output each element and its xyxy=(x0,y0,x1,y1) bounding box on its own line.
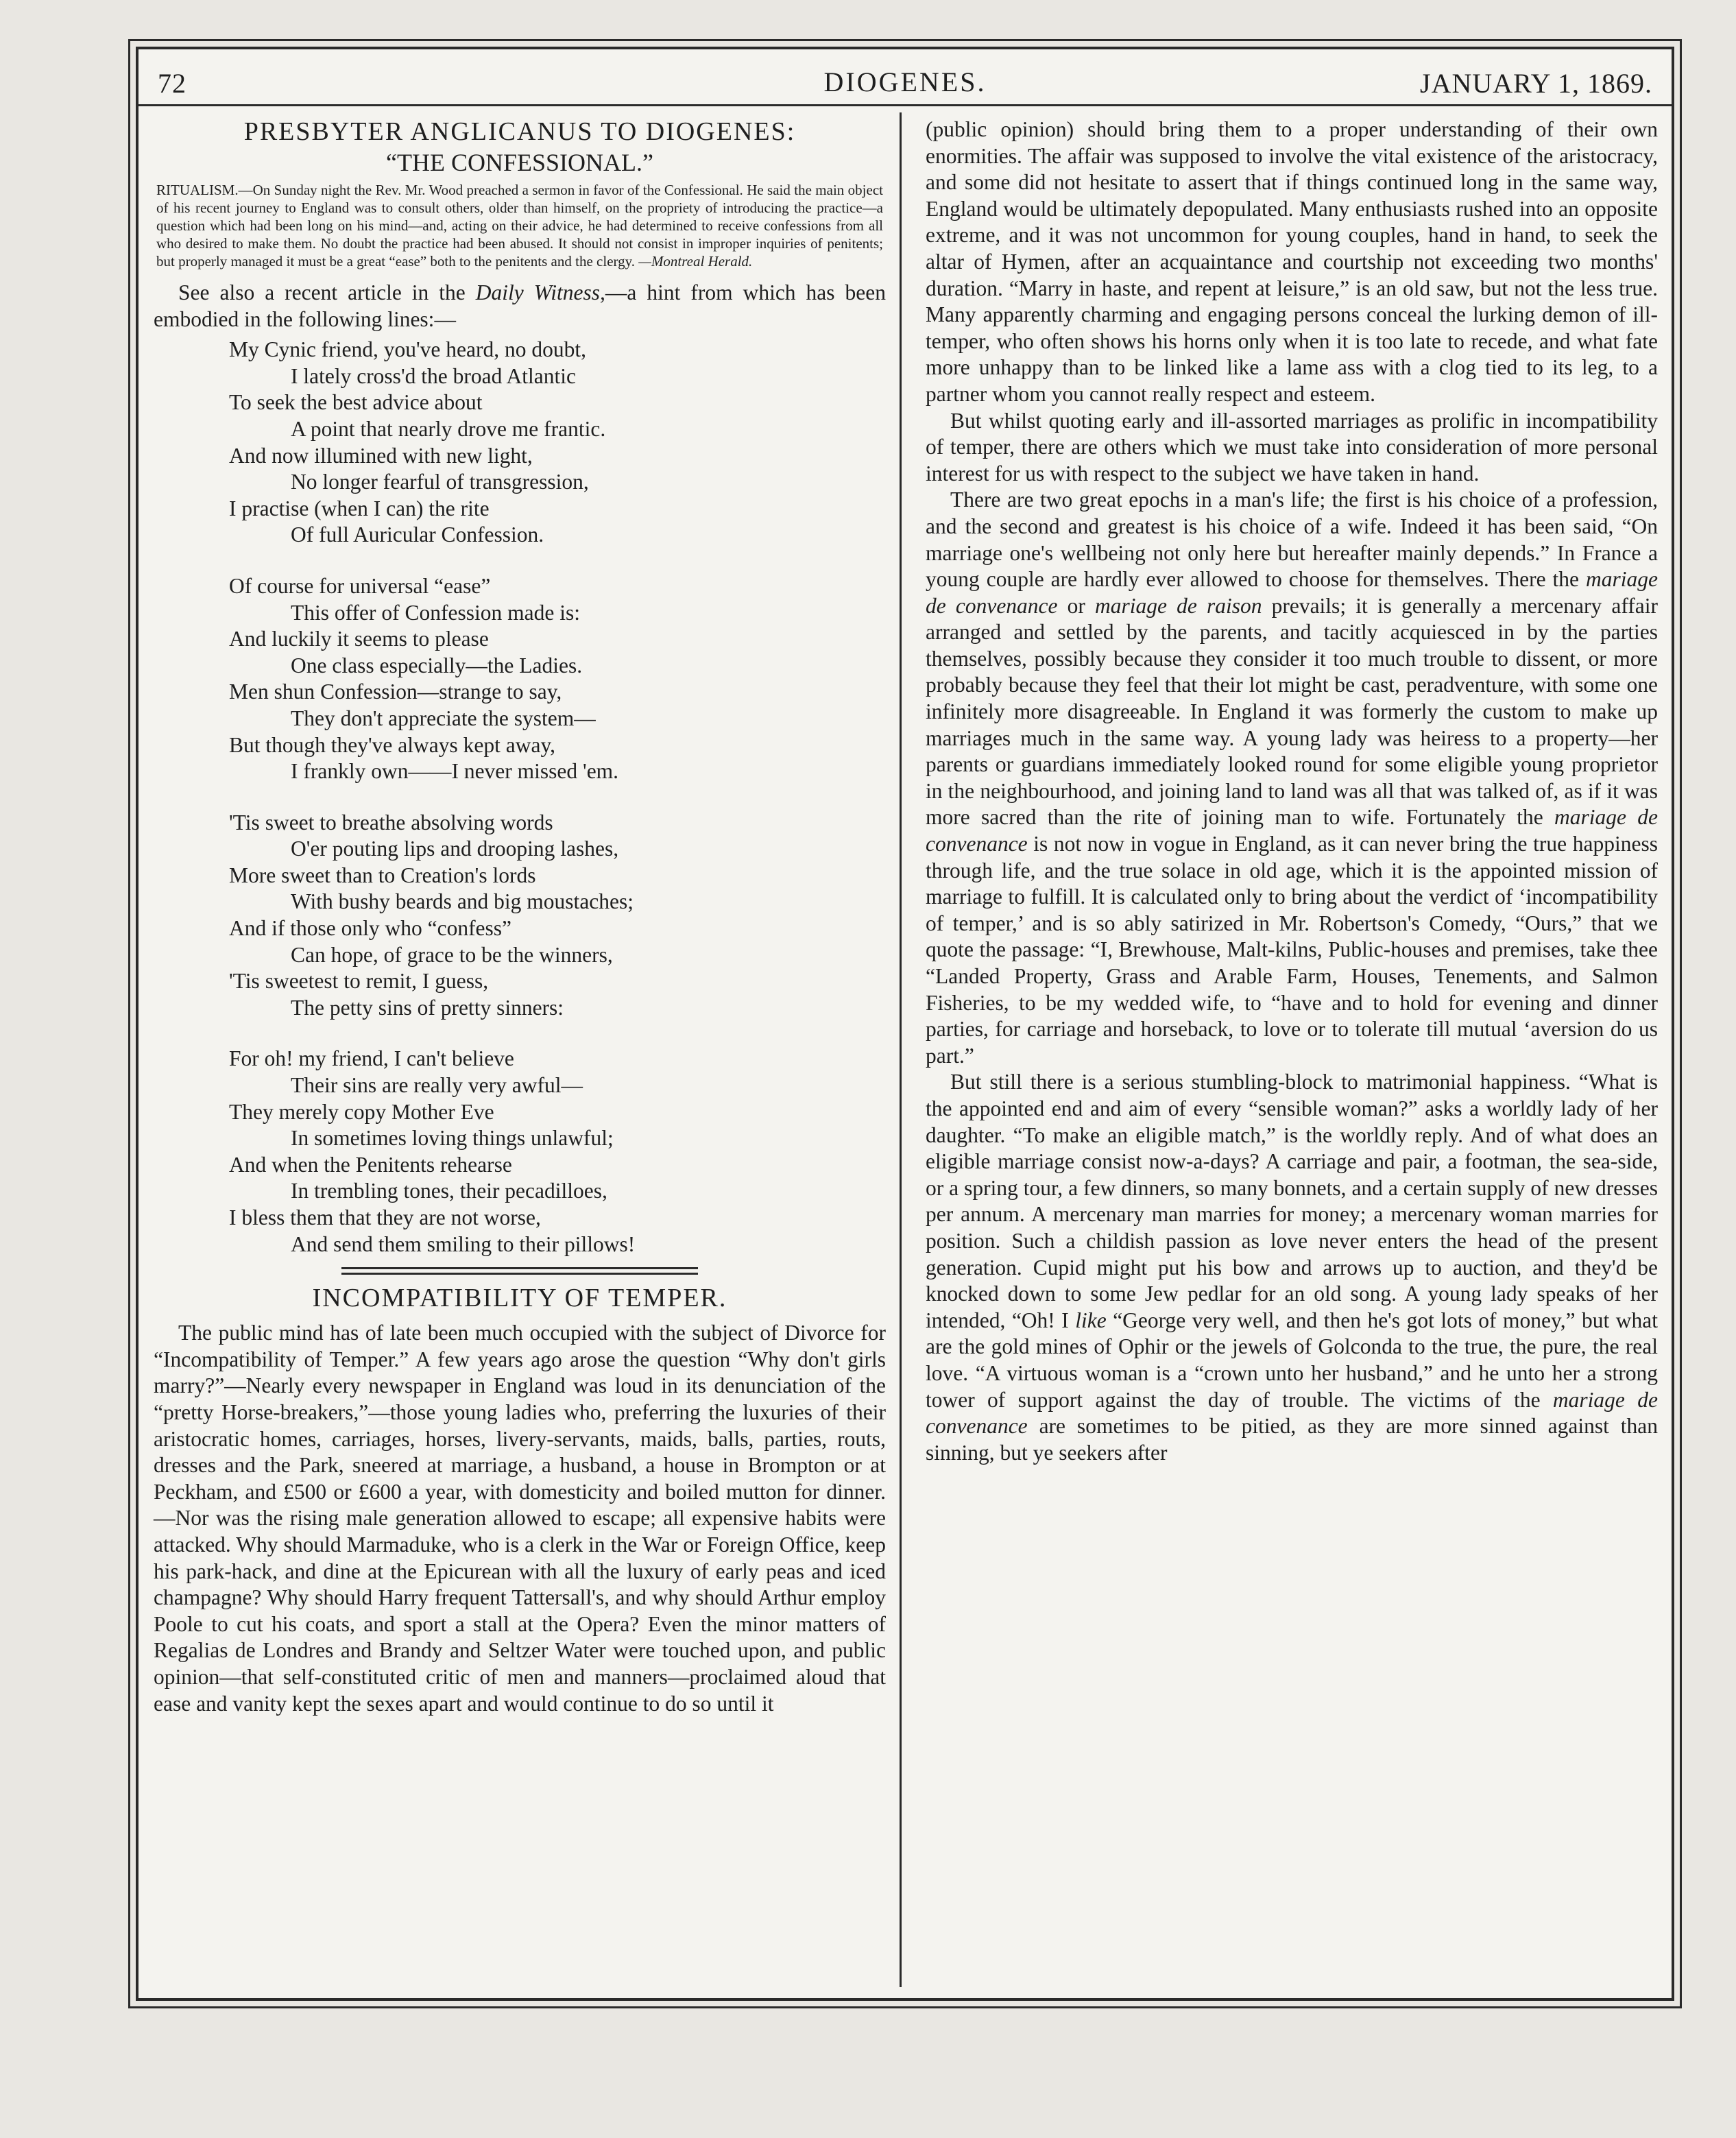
text-run: or xyxy=(1057,593,1095,618)
paragraph: But whilst quoting early and ill-assorted marriages as prolific in incompatibility of temper, there are others which we must take into consideration of more personal interest for us with respect to the subject we have taken in hand. xyxy=(926,408,1658,485)
section-double-rule xyxy=(341,1267,698,1275)
running-head xyxy=(138,62,1672,106)
epigraph-body: —On Sunday night the Rev. Mr. Wood preached a sermon in favor of the Confessional. He said the main object of his recent journey to England was to consult others, older than himself, on the propriety of introducing the practice—a question which had been long on his mind—and, acting on their advice, he had determined to receive confessions from all who desired to make them. No doubt the practice had been abused. It should not consist in improper inquiries of penitents; but properly managed it must be a great “ease” both to the penitents and the clergy. xyxy=(156,182,883,269)
poem-line: A point that nearly drove me frantic. xyxy=(291,416,606,441)
italic-phrase: mariage de raison xyxy=(1095,593,1262,618)
poem-stanza xyxy=(229,337,886,549)
article-title-incompatibility: INCOMPATIBILITY OF TEMPER. xyxy=(312,1284,727,1313)
poem-line: And now illumined with new light, xyxy=(229,443,533,468)
poem-line: In sometimes loving things unlawful; xyxy=(291,1126,614,1151)
paragraph xyxy=(926,487,1658,1069)
intro-text-b: —a hint from which has been embodied in the following lines:— xyxy=(154,280,886,331)
poem-line: Their sins are really very awful— xyxy=(291,1073,583,1098)
italic-phrase: like xyxy=(1075,1308,1107,1332)
poem xyxy=(229,337,886,1258)
poem-line: More sweet than to Creation's lords xyxy=(229,863,536,887)
poem-line: 'Tis sweetest to remit, I guess, xyxy=(229,969,489,994)
poem-line: The petty sins of pretty sinners: xyxy=(291,995,564,1020)
poem-line: O'er pouting lips and drooping lashes, xyxy=(291,837,619,861)
text-run: There are two great epochs in a man's life; the first is his choice of a profession, and the second and greatest is his choice of a wife. Indeed it has been said, “On marriage one's wellbeing not only here but hereafter mainly depends.” In France a young couple are hardly ever allowed to choose for themselves. There the xyxy=(926,488,1658,592)
italic-phrase: mariage de convenance xyxy=(926,567,1658,618)
poem-line: And luckily it seems to please xyxy=(229,627,489,651)
poem-line: In trembling tones, their pecadilloes, xyxy=(291,1179,607,1203)
poem-line: Of full Auricular Confession. xyxy=(291,523,544,547)
poem-stanza xyxy=(229,1046,886,1258)
paragraph: The public mind has of late been much occupied with the subject of Divorce for “Incompatibility of Temper.” A few years ago arose the question “Why don't girls marry?”—Nearly every newspaper in England was loud in its denunciation of the “pretty Horse-breakers,”—those young ladies who, preferring the luxuries of their aristocratic homes, carriages, horses, livery-servants, maids, balls, parties, routs, dresses and the Park, sneered at marriage, a husband, a house in Brompton or at Peckham, and £500 or £600 a year, with domesticity and boiled mutton for dinner.—Nor was the rising male generation allowed to escape; all expensive habits were attacked. Why should Marmaduke, who is a clerk in the War or Foreign Office, keep his park-hack, and dine at the Epicurean with all the luxury of early peas and iced champagne? Why should Harry frequent Tattersall's, and why should Arthur employ Poole to cut his coats, and sport a stall at the Opera? Even the minor matters of Regalias de Londres and Brandy and Seltzer Water were touched upon, and public opinion—that self-constituted critic of men and manners—proclaimed aloud that ease and vanity kept the sexes apart and would continue to do so until it xyxy=(154,1321,886,1716)
poem-line: But though they've always kept away, xyxy=(229,732,556,757)
italic-phrase: mariage de convenance xyxy=(926,1387,1658,1439)
poem-line: No longer fearful of transgression, xyxy=(291,470,589,494)
right-column xyxy=(926,117,1658,1984)
poem-line: And when the Penitents rehearse xyxy=(229,1152,512,1177)
left-column xyxy=(154,117,886,1984)
poem-line: Of course for universal “ease” xyxy=(229,573,491,598)
poem-line: I frankly own——I never missed 'em. xyxy=(291,759,619,784)
article-body-left xyxy=(154,1320,886,1717)
intro-text-a: See also a recent article in the xyxy=(178,280,476,304)
text-run: prevails; it is generally a mercenary affair arranged and settled by the parents, and tacitly acquiesced in by the parties themselves, possibly because they consider it too much trouble to dissent, or more probably because they feel that their lot might be cast, peradventure, with some one infinitely more disagreeable. In England it was formerly the custom to make up marriages much in the same way. A young lady was heiress to a property—her parents or guardians immediately looked round for some eligible young proprietor in the neighbourhood, and joining land to land was all that was talked of, as if it was more sacred than the rite of joining man to wife. Fortunately the xyxy=(926,593,1658,830)
poem-line: They don't appreciate the system— xyxy=(291,706,596,730)
epigraph-lead: RITUALISM. xyxy=(156,182,239,198)
text-run: But still there is a serious stumbling-block to matrimonial happiness. “What is the appointed end and aim of every “sensible woman?” asks a worldly lady of her daughter. “To make an eligible match,” is the worldly reply. And of what does an eligible marriage consist now-a-days? A carriage and pair, a footman, the sea-side, or a spring tour, a few dinners, so many bonnets, and a certain supply of new dresses per annum. A mercenary man marries for money; a mercenary woman marries for position. Such a childish passion as love never enters the head of the present generation. Cupid might put his bow and arrows up to auction, and they'd be knocked down to some Jew pedlar for an old song. A young lady speaks of her intended, “Oh! I xyxy=(926,1070,1658,1332)
poem-stanza xyxy=(229,573,886,785)
text-run: “George very well, and then he's got lots of money,” but what are the gold mines of Ophir or the jewels of Golconda to the true, the pure, the real love. “A virtuous woman is a “crown unto her husband,” and he unto her a strong tower of support against the day of trouble. The victims of the xyxy=(926,1308,1658,1412)
newspaper-page xyxy=(136,47,1674,2001)
poem-line: And if those only who “confess” xyxy=(229,916,512,941)
page-number: 72 xyxy=(158,68,186,99)
paragraph xyxy=(926,1069,1658,1466)
poem-line: To seek the best advice about xyxy=(229,390,483,415)
poem-stanza xyxy=(229,810,886,1022)
poem-line: My Cynic friend, you've heard, no doubt, xyxy=(229,337,586,362)
epigraph xyxy=(156,181,883,270)
poem-line: I lately cross'd the broad Atlantic xyxy=(291,363,576,388)
poem-line: They merely copy Mother Eve xyxy=(229,1099,494,1124)
italic-phrase: mariage de convenance xyxy=(926,805,1658,856)
poem-line: One class especially—the Ladies. xyxy=(291,653,583,677)
poem-line: I practise (when I can) the rite xyxy=(229,496,490,520)
article-title-presbyter: PRESBYTER ANGLICANUS TO DIOGENES: xyxy=(243,117,796,146)
poem-line: 'Tis sweet to breathe absolving words xyxy=(229,810,553,834)
intro-paper-name: Daily Witness, xyxy=(475,280,605,304)
poem-intro xyxy=(154,280,886,333)
poem-line: For oh! my friend, I can't believe xyxy=(229,1046,514,1071)
poem-line: This offer of Confession made is: xyxy=(291,600,580,625)
poem-line: I bless them that they are not worse, xyxy=(229,1205,541,1229)
paragraph: (public opinion) should bring them to a proper understanding of their own enormities. The affair was supposed to involve the vital existence of the aristocracy, and some did not hesitate to assert that if things continued long in the same way, England would be ultimately depopulated. Many enthusiasts rushed into an opposite extreme, and it was not uncommon for young couples, hand in hand, to seek the altar of Hymen, after an acquaintance and courtship not exceeding two months' duration. “Marry in haste, and repent at leisure,” is an old saw, but not the less true. Many apparently charming and engaging persons conceal the lurking demon of ill-temper, who often shows his horns only when it is too late to recede, and what fate more unhappy than to be linked like a lame ass with a clog tied to its leg, to a partner whom you cannot really respect and esteem. xyxy=(926,117,1658,406)
masthead: DIOGENES. xyxy=(823,67,987,97)
poem-line: Men shun Confession—strange to say, xyxy=(229,680,562,704)
poem-line: And send them smiling to their pillows! xyxy=(291,1232,636,1256)
article-subtitle-confessional: “THE CONFESSIONAL.” xyxy=(386,149,653,176)
poem-line: With bushy beards and big moustaches; xyxy=(291,889,634,914)
poem-line: Can hope, of grace to be the winners, xyxy=(291,942,613,967)
epigraph-source: —Montreal Herald. xyxy=(638,253,753,269)
column-divider xyxy=(900,112,902,1987)
article-body-right xyxy=(926,117,1658,1466)
issue-date: JANUARY 1, 1869. xyxy=(1420,68,1652,99)
text-run: are sometimes to be pitied, as they are more sinned against than sinning, but ye seekers after xyxy=(926,1414,1658,1465)
text-run: is not now in vogue in England, as it can never bring the true happiness through life, and the true solace in old age, which it is the appointed mission of marriage to fulfill. It is calculated only to bring about the verdict of ‘incompatibility of temper,’ and is so ably satirized in Mr. Robertson's Comedy, “Ours,” that we quote the passage: “I, Brewhouse, Malt-kilns, Public-houses and premises, take thee “Landed Property, Grass and Arable Farm, Houses, Tenements, and Salmon Fisheries, to be my wedded wife, to “have and to hold for evening and dinner parties, for carriage and horseback, to love or to tolerate till mutual ‘aversion do us part.” xyxy=(926,832,1658,1068)
